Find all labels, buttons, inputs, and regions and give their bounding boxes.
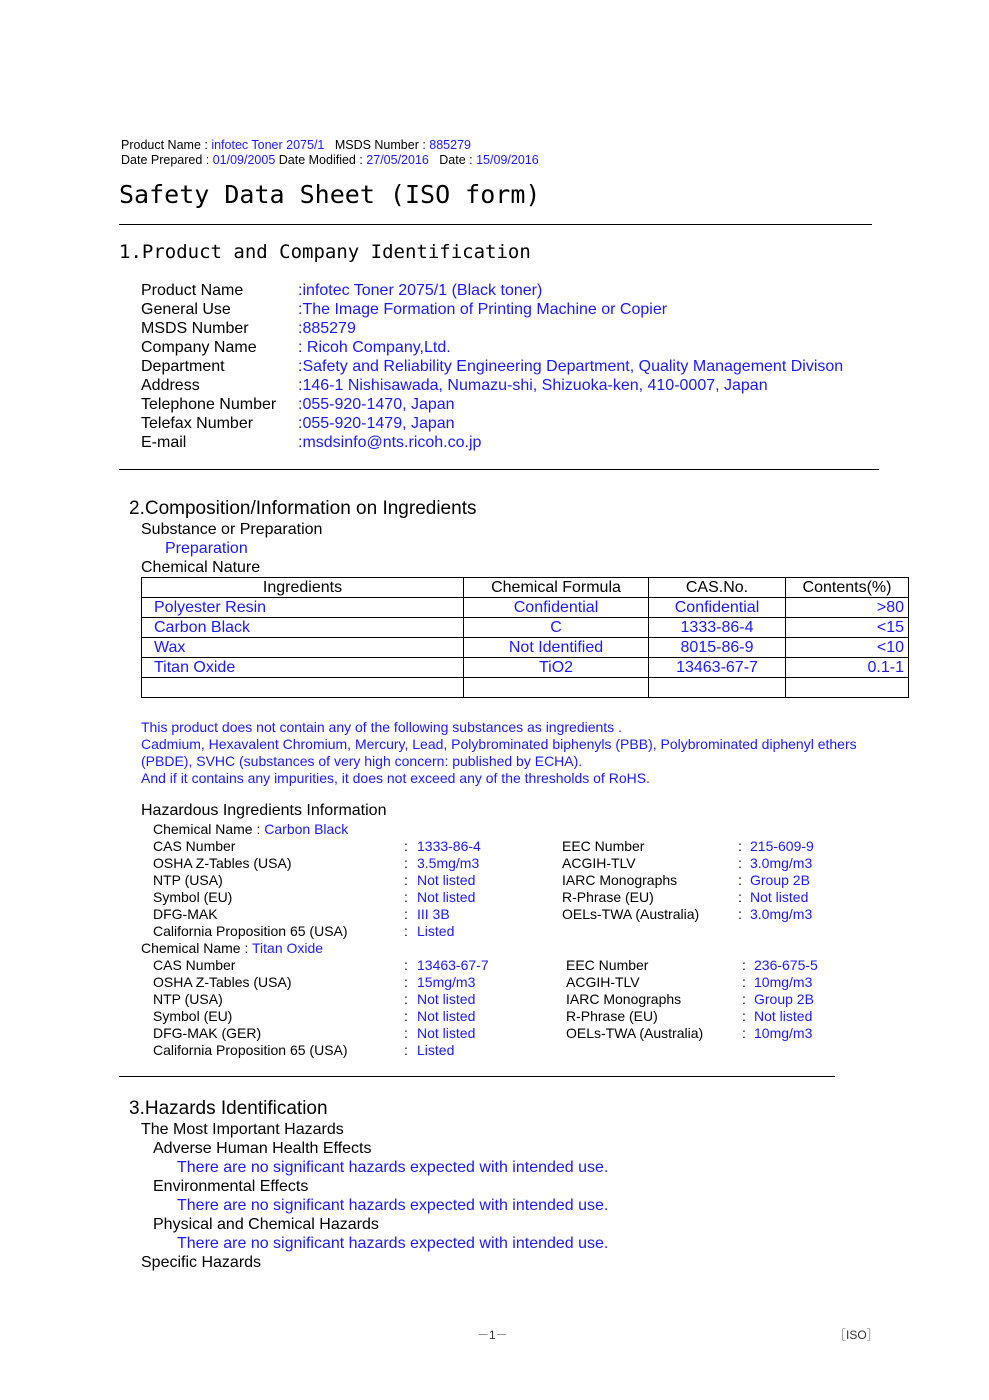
section1-row-label: General Use xyxy=(141,301,231,318)
property-separator: : xyxy=(404,923,408,939)
property-separator: : xyxy=(738,872,742,888)
substance-label: Substance or Preparation xyxy=(141,521,323,538)
date-label: Date : xyxy=(439,153,477,167)
property-value: Group 2B xyxy=(750,872,810,888)
property-value: 236-675-5 xyxy=(754,957,818,973)
property-label: OELs-TWA (Australia) xyxy=(562,906,700,922)
section2-divider xyxy=(119,1076,835,1077)
property-label: OSHA Z-Tables (USA) xyxy=(153,855,292,871)
adverse-effects-value: There are no significant hazards expected with intended use. xyxy=(177,1159,609,1176)
titan-oxide-chemical-name xyxy=(141,940,323,956)
property-label: California Proposition 65 (USA) xyxy=(153,923,348,939)
hazardous-heading: Hazardous Ingredients Information xyxy=(141,802,387,819)
table-cell xyxy=(649,678,786,698)
header-line-1 xyxy=(121,138,471,152)
header-product-name: infotec Toner 2075/1 xyxy=(211,138,325,152)
section1-row-label: MSDS Number xyxy=(141,320,249,337)
property-value: Not listed xyxy=(750,889,809,905)
physical-hazards-label: Physical and Chemical Hazards xyxy=(153,1216,379,1233)
table-cell: 0.1-1 xyxy=(786,658,909,678)
property-separator: : xyxy=(404,1025,408,1041)
property-separator: : xyxy=(742,974,746,990)
section3-heading: 3.Hazards Identification xyxy=(129,1098,328,1119)
notice-line-4: And if it contains any impurities, it does not exceed any of the thresholds of RoHS. xyxy=(141,770,650,786)
property-label: CAS Number xyxy=(153,838,236,854)
property-label: CAS Number xyxy=(153,957,236,973)
property-value: 215-609-9 xyxy=(750,838,814,854)
property-value: Not listed xyxy=(754,1008,813,1024)
carbon-black-chemical-name xyxy=(153,821,348,837)
page-title: Safety Data Sheet (ISO form) xyxy=(119,180,541,209)
section1-row-label: Company Name xyxy=(141,339,257,356)
table-cell: TiO2 xyxy=(464,658,649,678)
table-cell xyxy=(464,678,649,698)
section1-row-label: Telephone Number xyxy=(141,396,277,413)
chemical-nature-label: Chemical Nature xyxy=(141,559,261,576)
section1-row-value: :885279 xyxy=(298,320,356,337)
section1-row-label: Address xyxy=(141,377,200,394)
header-msds-number: 885279 xyxy=(429,138,471,152)
date-value: 15/09/2016 xyxy=(476,153,539,167)
table-cell: <10 xyxy=(786,638,909,658)
table-cell: C xyxy=(464,618,649,638)
substance-value: Preparation xyxy=(165,540,248,557)
property-value: Not listed xyxy=(417,889,476,905)
environmental-effects-label: Environmental Effects xyxy=(153,1178,309,1195)
table-cell: 1333-86-4 xyxy=(649,618,786,638)
section1-row-label: Department xyxy=(141,358,225,375)
property-separator: : xyxy=(404,889,408,905)
property-separator: : xyxy=(404,974,408,990)
property-label: Symbol (EU) xyxy=(153,1008,233,1024)
table-cell: 8015-86-9 xyxy=(649,638,786,658)
section1-heading: 1.Product and Company Identification xyxy=(119,241,531,263)
table-cell xyxy=(786,678,909,698)
msds-number-label: MSDS Number : xyxy=(334,138,430,152)
title-divider xyxy=(119,224,872,225)
property-separator: : xyxy=(742,957,746,973)
table-cell xyxy=(142,678,464,698)
property-label: Symbol (EU) xyxy=(153,889,233,905)
table-cell: Confidential xyxy=(464,598,649,618)
notice-line-2: Cadmium, Hexavalent Chromium, Mercury, Lead, Polybrominated biphenyls (PBB), Polybrominated diphenyl ethers xyxy=(141,736,857,752)
property-label: IARC Monographs xyxy=(566,991,682,1007)
property-value: 10mg/m3 xyxy=(754,1025,813,1041)
environmental-effects-value: There are no significant hazards expected with intended use. xyxy=(177,1197,609,1214)
property-separator: : xyxy=(738,855,742,871)
property-separator: : xyxy=(404,991,408,1007)
property-label: EEC Number xyxy=(566,957,649,973)
table-cell: Polyester Resin xyxy=(142,598,464,618)
property-value: Not listed xyxy=(417,872,476,888)
physical-hazards-value: There are no significant hazards expected with intended use. xyxy=(177,1235,609,1252)
property-separator: : xyxy=(404,872,408,888)
notice-line-1: This product does not contain any of the following substances as ingredients . xyxy=(141,719,622,735)
property-value: Group 2B xyxy=(754,991,814,1007)
product-name-label: Product Name : xyxy=(121,138,212,152)
section1-row-label: E-mail xyxy=(141,434,187,451)
property-value: Listed xyxy=(417,1042,455,1058)
property-separator: : xyxy=(738,906,742,922)
property-label: OSHA Z-Tables (USA) xyxy=(153,974,292,990)
table-cell: Carbon Black xyxy=(142,618,464,638)
date-prepared-label: Date Prepared : xyxy=(121,153,213,167)
property-separator: : xyxy=(404,838,408,854)
section1-row-value: :msdsinfo@nts.ricoh.co.jp xyxy=(298,434,482,451)
property-separator: : xyxy=(404,1008,408,1024)
date-prepared: 01/09/2005 xyxy=(212,153,276,167)
property-label: ACGIH-TLV xyxy=(566,974,640,990)
section2-heading: 2.Composition/Information on Ingredients xyxy=(129,498,477,519)
section1-row-value: :The Image Formation of Printing Machine or Copier xyxy=(298,301,668,318)
property-label: NTP (USA) xyxy=(153,991,223,1007)
property-value: 10mg/m3 xyxy=(754,974,813,990)
column-header: Contents(%) xyxy=(786,578,909,598)
section1-row-value: :infotec Toner 2075/1 (Black toner) xyxy=(298,282,543,299)
table-row xyxy=(142,658,909,678)
property-separator: : xyxy=(742,1008,746,1024)
property-label: DFG-MAK xyxy=(153,906,218,922)
property-label: EEC Number xyxy=(562,838,645,854)
header-line-2 xyxy=(121,153,539,167)
table-cell: Wax xyxy=(142,638,464,658)
column-header: CAS.No. xyxy=(649,578,786,598)
specific-hazards-label: Specific Hazards xyxy=(141,1254,262,1271)
column-header: Chemical Formula xyxy=(464,578,649,598)
form-label: ［ISO］ xyxy=(834,1328,879,1342)
table-cell: Titan Oxide xyxy=(142,658,464,678)
property-value: Listed xyxy=(417,923,455,939)
chemical-name-value: Titan Oxide xyxy=(252,940,324,956)
table-row-empty xyxy=(142,678,909,698)
property-value: 3.0mg/m3 xyxy=(750,906,813,922)
table-cell: Not Identified xyxy=(464,638,649,658)
section1-row-value: : Ricoh Company,Ltd. xyxy=(298,339,451,356)
section1-row-label: Product Name xyxy=(141,282,244,299)
property-label: IARC Monographs xyxy=(562,872,678,888)
property-value: 1333-86-4 xyxy=(417,838,481,854)
property-label: R-Phrase (EU) xyxy=(566,1008,658,1024)
section1-row-value: :055-920-1479, Japan xyxy=(298,415,455,432)
property-label: ACGIH-TLV xyxy=(562,855,636,871)
property-separator: : xyxy=(404,1042,408,1058)
page-number: －1－ xyxy=(477,1328,508,1342)
column-header: Ingredients xyxy=(142,578,464,598)
chemical-name-label: Chemical Name : xyxy=(141,940,253,956)
section1-row-value: :146-1 Nishisawada, Numazu-shi, Shizuoka-ken, 410-0007, Japan xyxy=(298,377,768,394)
notice-line-3: (PBDE), SVHC (substances of very high concern: published by ECHA). xyxy=(141,753,583,769)
table-cell: <15 xyxy=(786,618,909,638)
property-value: 15mg/m3 xyxy=(417,974,476,990)
property-separator: : xyxy=(742,991,746,1007)
property-value: 3.0mg/m3 xyxy=(750,855,813,871)
table-cell: 13463-67-7 xyxy=(649,658,786,678)
property-label: R-Phrase (EU) xyxy=(562,889,654,905)
most-important-hazards: The Most Important Hazards xyxy=(141,1121,344,1138)
property-value: Not listed xyxy=(417,1025,476,1041)
property-label: DFG-MAK (GER) xyxy=(153,1025,262,1041)
property-separator: : xyxy=(742,1025,746,1041)
table-row xyxy=(142,618,909,638)
property-separator: : xyxy=(404,906,408,922)
table-row xyxy=(142,598,909,618)
table-cell: >80 xyxy=(786,598,909,618)
property-value: Not listed xyxy=(417,991,476,1007)
ingredients-table xyxy=(141,577,909,698)
property-separator: : xyxy=(738,838,742,854)
property-value: III 3B xyxy=(417,906,450,922)
section1-row-label: Telefax Number xyxy=(141,415,254,432)
table-row xyxy=(142,638,909,658)
property-label: California Proposition 65 (USA) xyxy=(153,1042,348,1058)
section1-divider xyxy=(119,469,879,470)
property-separator: : xyxy=(404,957,408,973)
table-header-row xyxy=(142,578,909,598)
section1-row-value: :Safety and Reliability Engineering Department, Quality Management Divison xyxy=(298,358,844,375)
adverse-effects-label: Adverse Human Health Effects xyxy=(153,1140,372,1157)
table-cell: Confidential xyxy=(649,598,786,618)
property-separator: : xyxy=(404,855,408,871)
date-modified: 27/05/2016 xyxy=(366,153,429,167)
property-separator: : xyxy=(738,889,742,905)
property-value: 13463-67-7 xyxy=(417,957,489,973)
property-value: Not listed xyxy=(417,1008,476,1024)
section1-row-value: :055-920-1470, Japan xyxy=(298,396,455,413)
property-label: NTP (USA) xyxy=(153,872,223,888)
chemical-name-value: Carbon Black xyxy=(264,821,349,837)
chemical-name-label: Chemical Name : xyxy=(153,821,265,837)
date-modified-label: Date Modified : xyxy=(275,153,367,167)
property-value: 3.5mg/m3 xyxy=(417,855,480,871)
property-label: OELs-TWA (Australia) xyxy=(566,1025,704,1041)
